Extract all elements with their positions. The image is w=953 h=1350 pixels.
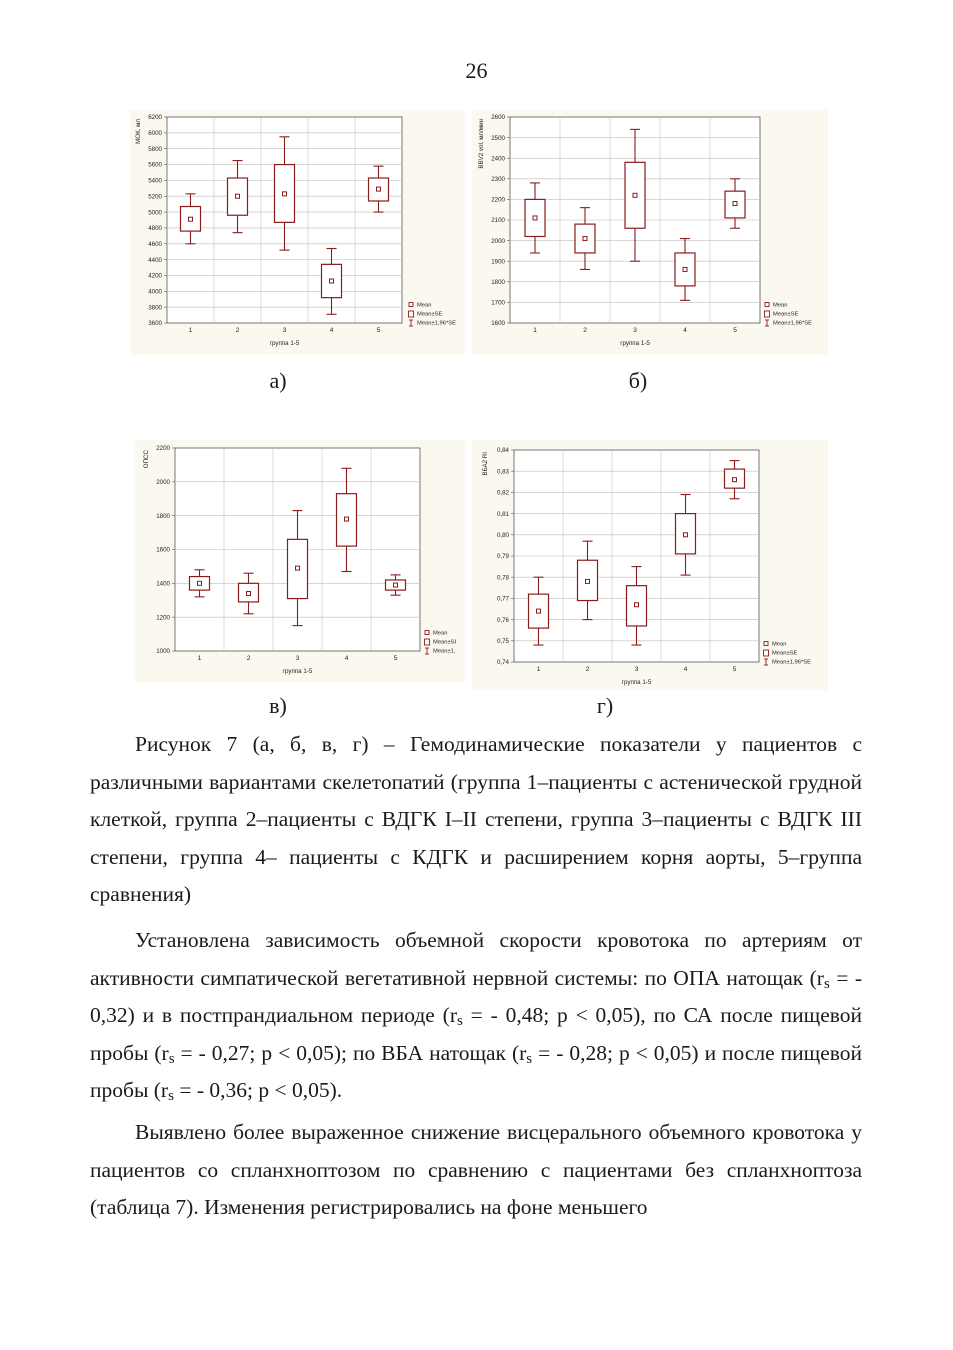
y-tick-label: 5200 — [148, 193, 162, 201]
para1-text-2: = - 0,32) и в постпрандиальном периоде (r — [90, 965, 862, 1027]
paragraph-splanchnoptosis: Выявлено более выраженное снижение висцерального объемного кровотока у пациентов со спланхноптозом по сравнению с пациентами без спланхноптоза (таблица 7). Изменения регистрировались на фоне меньшего — [90, 1120, 862, 1219]
y-tick-label: 4800 — [148, 225, 162, 233]
mean-marker — [247, 591, 251, 595]
y-tick-label: 2200 — [156, 445, 170, 453]
mean-marker — [236, 194, 240, 198]
x-axis-label: группа 1-5 — [282, 668, 313, 675]
legend-ci-label: Mean±1,96*SE — [772, 659, 811, 666]
y-tick-label: 0,78 — [496, 574, 509, 582]
mean-marker — [537, 609, 541, 613]
y-tick-label: 4600 — [148, 240, 162, 248]
y-tick-label: 1600 — [491, 320, 505, 328]
legend-se-label: Mean±SE — [417, 311, 443, 318]
mean-marker — [733, 478, 737, 482]
y-tick-label: 5400 — [148, 177, 162, 185]
mean-marker — [189, 217, 193, 221]
legend — [764, 642, 812, 666]
legend-se-label: Mean±SI — [433, 639, 457, 646]
legend — [409, 303, 457, 327]
y-tick-label: 6200 — [148, 114, 162, 122]
x-axis-label: группа 1-5 — [621, 679, 652, 686]
chart-panel-a — [130, 110, 465, 355]
y-tick-label: 3800 — [148, 304, 162, 312]
legend-mean-symbol — [764, 642, 768, 646]
legend-se-label: Mean±SE — [772, 650, 798, 657]
panel-label-c: в) — [269, 693, 287, 718]
x-tick-label: 4 — [683, 666, 688, 673]
legend-se-symbol — [764, 650, 769, 656]
subscript-s: s — [168, 1088, 174, 1104]
legend-se-symbol — [425, 639, 430, 645]
y-tick-label: 0,84 — [496, 447, 509, 455]
para1-text-5: = - 0,28; p < 0,05) и после пищевой пробы (r — [90, 1040, 863, 1102]
y-tick-label: 0,76 — [496, 616, 509, 624]
mean-marker — [684, 533, 688, 537]
y-tick-label: 6000 — [148, 130, 162, 138]
y-tick-label: 2000 — [491, 237, 505, 245]
chart-a — [130, 110, 465, 355]
legend-mean-label: Mean — [772, 641, 787, 648]
mean-marker — [635, 603, 639, 607]
y-tick-label: 2000 — [156, 479, 170, 487]
chart-panel-c — [135, 440, 465, 683]
y-tick-label: 4400 — [148, 256, 162, 264]
legend-ci-label: Mean±1,96*SE — [417, 320, 456, 327]
y-tick-label: 2300 — [491, 176, 505, 183]
chart-c — [135, 440, 465, 683]
y-axis-label: ВБА2 RI — [482, 452, 489, 476]
y-tick-label: 2200 — [491, 196, 505, 204]
y-tick-label: 0,74 — [496, 659, 509, 667]
legend-mean-symbol — [409, 303, 413, 307]
y-tick-label: 5000 — [148, 209, 162, 217]
mean-marker — [586, 579, 590, 583]
para1-text-6: = - 0,36; p < 0,05). — [173, 1078, 343, 1102]
y-tick-label: 0,83 — [496, 468, 509, 476]
subscript-s: s — [823, 975, 830, 992]
y-tick-label: 2500 — [491, 134, 505, 142]
y-tick-label: 1200 — [156, 614, 170, 622]
x-tick-label: 2 — [246, 655, 251, 662]
page-number: 26 — [465, 58, 488, 83]
mean-marker — [330, 279, 334, 283]
legend-se-symbol — [409, 311, 414, 317]
subscript-s: s — [526, 1050, 533, 1067]
y-tick-label: 5600 — [148, 161, 162, 169]
mean-marker — [533, 216, 537, 220]
para1-text-4: = - 0,27; p < 0,05); по ВБА натощак (r — [174, 1040, 527, 1065]
legend-ci-label: Mean±1,96*SE — [773, 320, 812, 327]
mean-marker — [583, 237, 587, 241]
x-tick-label: 5 — [732, 666, 737, 673]
legend-mean-label: Mean — [773, 302, 788, 309]
legend-ci-label: Mean±1, — [433, 648, 456, 655]
x-tick-label: 2 — [583, 327, 587, 334]
y-tick-label: 4000 — [148, 288, 162, 296]
panel-label-a: а) — [269, 368, 287, 393]
y-tick-label: 1400 — [156, 580, 170, 588]
panel-label-b: б) — [628, 368, 648, 393]
mean-marker — [377, 187, 381, 191]
x-tick-label: 3 — [295, 655, 300, 662]
mean-marker — [733, 202, 737, 206]
panel-label-d: г) — [596, 693, 614, 718]
para1-text-1: Установлена зависимость объемной скорости кровотока по артериям от активности симпатической вегетативной нервной системы: по ОПА натощак (r — [90, 928, 862, 990]
y-tick-label: 1000 — [156, 648, 170, 656]
figure-caption: Рисунок 7 (а, б, в, г) – Гемодинамические показатели у пациентов с различными вариантами скелетопатий (группа 1–пациенты с астенической грудной клеткой, группа 2–пациенты с ВДГК I–II степени, группа 3–пациенты с ВДГК III степени, группа 4– пациенты с КДГК и расширением корня аорты, 5–группа сравнения) — [90, 732, 862, 906]
x-tick-label: 1 — [533, 327, 537, 334]
mean-marker — [283, 192, 287, 196]
y-tick-label: 0,80 — [496, 532, 509, 539]
legend-mean-label: Mean — [433, 630, 448, 637]
legend-mean-symbol — [765, 303, 769, 307]
y-tick-label: 5800 — [148, 145, 162, 153]
subscript-s: s — [456, 1013, 463, 1029]
chart-panel-d — [472, 440, 828, 690]
y-tick-label: 1600 — [156, 546, 170, 554]
mean-marker — [633, 193, 637, 197]
paragraph-correlation — [90, 922, 862, 1110]
x-tick-label: 5 — [376, 327, 381, 334]
y-axis-label: BBV2 vol, мл/мин — [478, 119, 485, 169]
legend-mean-symbol — [425, 631, 429, 635]
x-tick-label: 2 — [585, 666, 590, 673]
x-axis-label: группа 1-5 — [269, 340, 300, 347]
x-tick-label: 5 — [393, 655, 398, 662]
y-tick-label: 2600 — [491, 114, 505, 122]
legend-se-symbol — [765, 311, 770, 317]
legend — [765, 303, 813, 327]
x-tick-label: 4 — [344, 655, 349, 662]
legend — [425, 631, 457, 655]
y-tick-label: 0,81 — [496, 510, 509, 518]
x-tick-label: 4 — [683, 327, 687, 334]
subscript-s: s — [168, 1050, 175, 1067]
x-tick-label: 3 — [282, 327, 287, 334]
y-tick-label: 1700 — [491, 299, 505, 307]
x-tick-label: 4 — [329, 327, 334, 334]
y-tick-label: 1900 — [491, 258, 505, 266]
y-axis-label: ОПСС — [143, 450, 150, 469]
y-tick-label: 0,82 — [496, 489, 509, 497]
y-tick-label: 0,77 — [496, 595, 509, 603]
y-axis-label: МОК, мл — [135, 119, 142, 144]
mean-marker — [394, 583, 398, 587]
y-tick-label: 2100 — [491, 217, 505, 225]
mean-marker — [345, 517, 349, 521]
y-tick-label: 1800 — [491, 279, 505, 286]
x-tick-label: 5 — [733, 327, 737, 334]
legend-se-label: Mean±SE — [773, 311, 799, 318]
x-tick-label: 3 — [634, 666, 639, 673]
x-tick-label: 1 — [197, 655, 202, 662]
y-tick-label: 3600 — [148, 320, 162, 328]
mean-marker — [198, 581, 202, 585]
y-tick-label: 4200 — [148, 272, 162, 280]
x-axis-label: группа 1-5 — [620, 340, 650, 347]
legend-mean-label: Mean — [417, 302, 432, 309]
x-tick-label: 2 — [235, 327, 240, 334]
x-tick-label: 3 — [633, 327, 637, 334]
y-tick-label: 1800 — [156, 512, 170, 520]
x-tick-label: 1 — [536, 666, 541, 673]
mean-marker — [683, 267, 687, 271]
y-tick-label: 0,79 — [496, 553, 509, 561]
mean-marker — [296, 566, 300, 570]
x-tick-label: 1 — [188, 327, 193, 334]
y-tick-label: 0,75 — [496, 638, 509, 645]
para1-text-3: = - 0,48; p < 0,05), по СА после пищевой пробы (r — [90, 1003, 862, 1065]
y-tick-label: 2400 — [491, 155, 505, 163]
chart-panel-b — [472, 110, 828, 355]
chart-d — [472, 440, 828, 690]
chart-b — [472, 110, 828, 355]
